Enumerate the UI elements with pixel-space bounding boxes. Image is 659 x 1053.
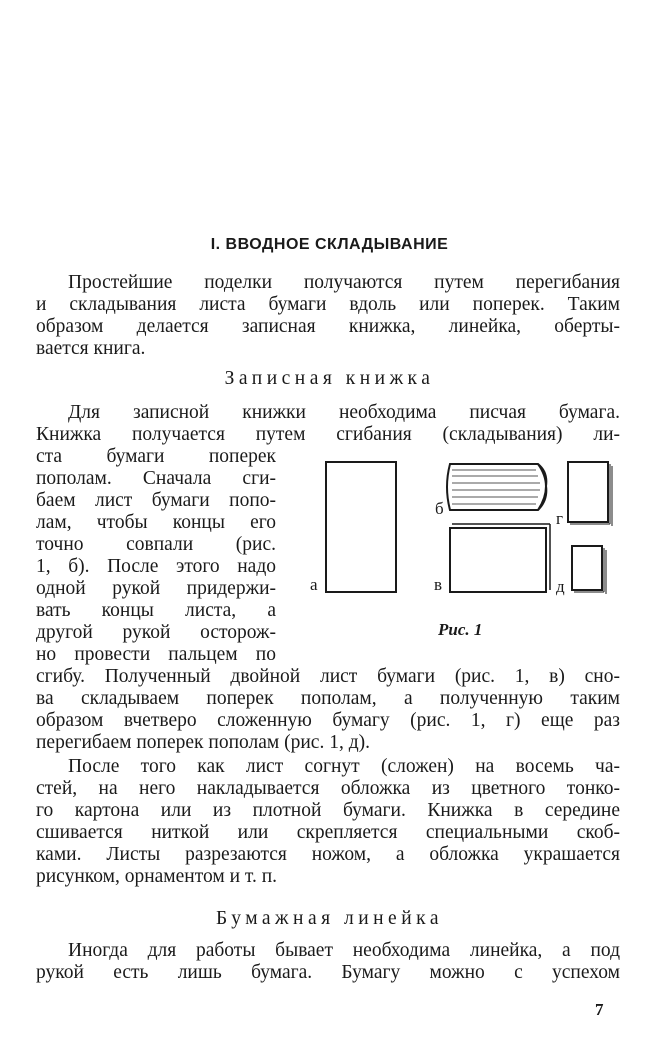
figure-1 [300, 450, 630, 610]
text-line: рисунком, орнаментом и т. п. [36, 866, 278, 887]
text-line: образом делается записная книжка, линейка, оберты- [36, 316, 620, 337]
page-number: 7 [595, 1000, 604, 1019]
text-line: рукой есть лишь бумага. Бумагу можно с успехом [36, 962, 620, 983]
figure-sheet-d [572, 546, 606, 594]
text-line: Иногда для работы бывает необходима линейка, а под [68, 940, 620, 961]
text-line: сгибу. Полученный двойной лист бумаги (рис. 1, в) сно- [36, 666, 620, 687]
text-line: другой рукой осторож- [36, 622, 276, 643]
subsection-title-ruler: Бумажная линейка [215, 908, 443, 929]
text-line: ками. Листы разрезаются ножом, а обложка украшается [36, 844, 620, 865]
text-line: 1, б). После этого надо [36, 556, 276, 577]
text-line: го картона или из плотной бумаги. Книжка в середине [36, 800, 620, 821]
text-line: одной рукой придержи- [36, 578, 276, 599]
figure-label-a: а [310, 575, 318, 594]
subsection-title-notebook: Записная книжка [224, 368, 435, 389]
figure-sheet-v [450, 524, 550, 592]
figure-sheet-g [568, 462, 612, 526]
text-line: ва складываем поперек пополам, а полученную таким [36, 688, 620, 709]
figure-label-v: в [434, 575, 443, 594]
text-line: сшивается ниткой или скрепляется специальными скоб- [36, 822, 620, 843]
text-line: перегибаем поперек пополам (рис. 1, д). [36, 732, 370, 753]
figure-label-g: г [556, 509, 563, 528]
text-line: После того как лист согнут (сложен) на восемь ча- [68, 756, 620, 777]
figure-label-d: д [556, 577, 565, 596]
text-line: лам, чтобы концы его [36, 512, 276, 533]
text-line: и складывания листа бумаги вдоль или поперек. Таким [36, 294, 620, 315]
text-line: но провести пальцем по [36, 644, 276, 665]
figure-sheet-b [447, 464, 546, 510]
text-line: точно совпали (рис. [36, 534, 276, 555]
text-line: пополам. Сначала сги- [36, 468, 276, 489]
text-line: Для записной книжки необходима писчая бумага. [68, 402, 620, 423]
text-line: вать концы листа, а [36, 600, 276, 621]
figure-label-b: б [435, 499, 444, 518]
text-line: баем лист бумаги попо- [36, 490, 276, 511]
figure-caption: Рис. 1 [438, 620, 483, 639]
text-line: образом вчетверо сложенную бумагу (рис. 1, г) еще раз [36, 710, 620, 731]
text-line: стей, на него накладывается обложка из цветного тонко- [36, 778, 620, 799]
figure-sheet-a [326, 462, 396, 592]
text-line: вается книга. [36, 338, 146, 359]
text-line: Книжка получается путем сгибания (складывания) ли- [36, 424, 620, 445]
text-line: ста бумаги поперек [36, 446, 276, 467]
section-title: I. ВВОДНОЕ СКЛАДЫВАНИЕ [210, 236, 449, 253]
text-line: Простейшие поделки получаются путем перегибания [68, 272, 620, 293]
